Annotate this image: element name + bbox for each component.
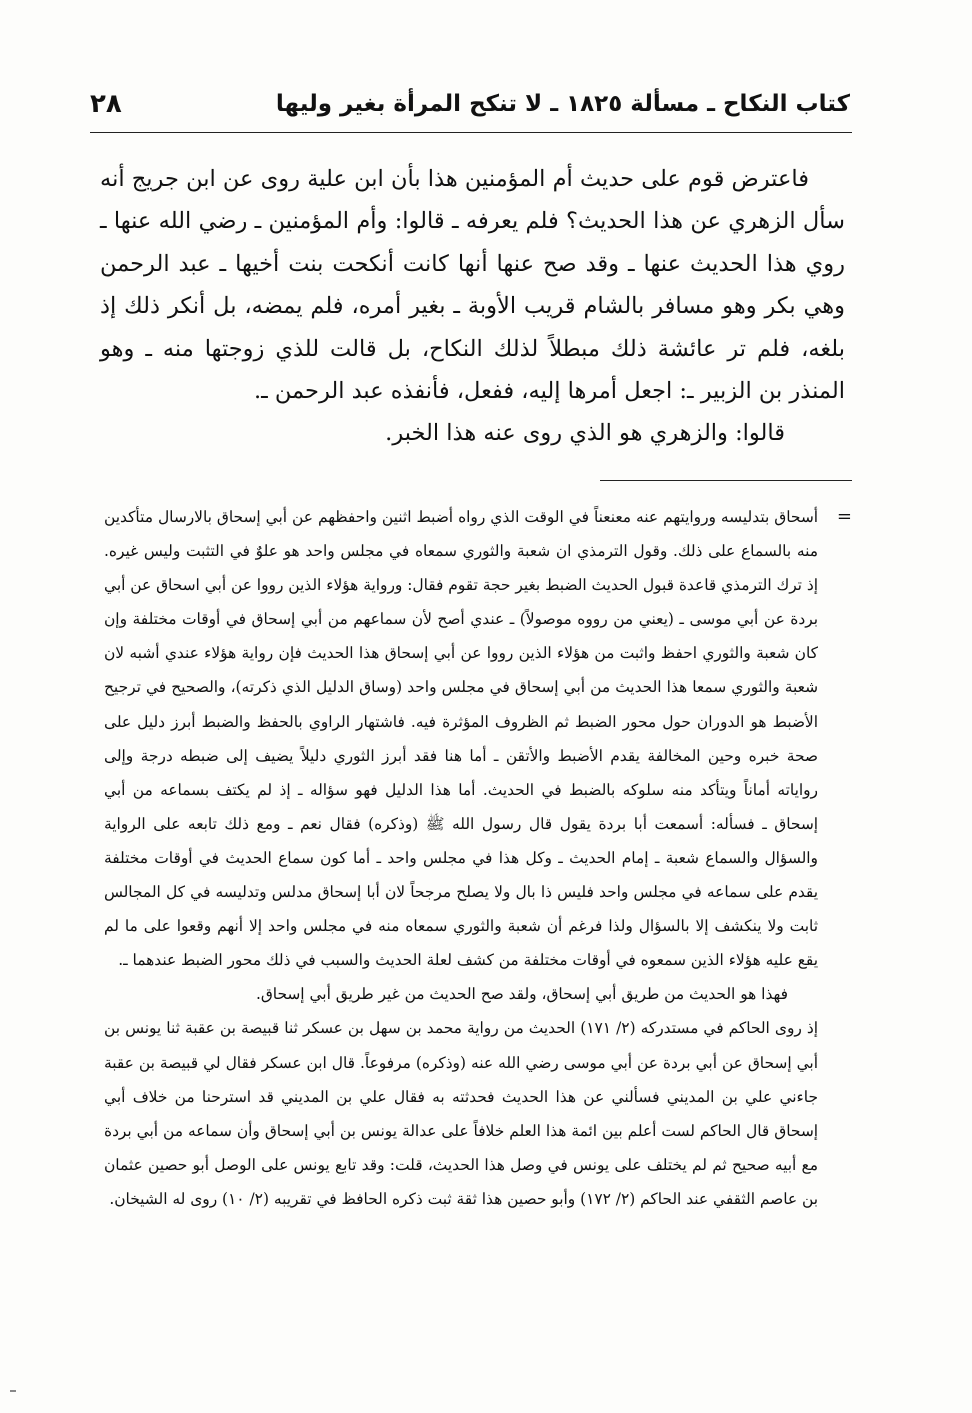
footnotes: [104, 500, 852, 1216]
footnote-text: أسحاق بتدليسه وروايتهم عنه معنعناً في الوقت الذي رواه أضبط اثنين واحفظهم عن أبي إسحاق بالارسال متأكدين منه بالسماع على ذلك. وقول الترمذي ان شعبة والثوري سمعاه في مجلس واحد هو علوٌ في التثبت وليس غيره. إذ ترك الترمذي قاعدة قبول الحديث الضبط بغير حجة تقوم فقال: ورواية هؤلاء الذين رووا عن أبي اسحاق عن أبي بردة عن أبي موسى ـ (يعني من رووه موصولاً) ـ عندي أصح لأن سماعهم من أبي إسحاق في أوقات مختلفة وإن كان شعبة والثوري احفظ واثبت من هؤلاء الذين رووا عن أبي إسحاق هذا الحديث فإن رواية هؤلاء عندي أشبه لان شعبة والثوري سمعا هذا الحديث من أبي إسحاق في مجلس واحد (وساق الدليل الذي ذكرته)، والصحيح في ترجيح الأضبط هو الدوران حول محور الضبط ثم الظروف المؤثرة فيه. فاشتهار الراوي بالحفظ والضبط أبرز دليل على صحة خبره وحين المخالفة يقدم الأضبط والأتقن ـ أما هنا فقد أبرز الثوري دليلاً يضيف إلى ضبطه درجة وإلى رواياته أماناً ويتأكد منه سلوكه بالضبط في الحديث. أما هذا الدليل فهو سؤاله ـ إذ لم يكتف بسماعه من أبي إسحاق ـ فسأله: أسمعت أبا بردة يقول قال رسول الله ﷺ (وذكره) فقال نعم ـ ومع ذلك تابعه على الرواية والسؤال والسماع شعبة ـ إمام الحديث ـ وكل هذا في مجلس واحد ـ أما كون سماع الحديث في أوقات مختلفة يقدم على سماعه في مجلس واحد فليس ذا بال ولا يصلح مرجحاً لان أبا إسحاق مدلس وتدليسه في كل المجالس ثابت ولا ينكشف إلا بالسؤال ولذا فرغم أن شعبة والثوري سمعاه منه في مجلس واحد إلا أنهم وقعوا على ما لم يقع عليه هؤلاء الذين سمعوه في أوقات مختلفة من كشف لعلة الحديث والسبب في ذلك محور الضبط عندهما ـ.: [104, 508, 818, 970]
main-paragraph: قالوا: والزهري هو الذي روى عنه هذا الخبر.: [385, 420, 785, 447]
continuation-mark: =: [836, 506, 852, 527]
footnote-divider: [600, 480, 852, 481]
scan-mark: [10, 1390, 16, 1392]
page-header: [90, 80, 850, 128]
header-divider: [90, 132, 852, 133]
main-body: [100, 158, 845, 455]
footnote-paragraph: إذ روى الحاكم في مستدركه (٢/ ١٧١) الحديث من رواية محمد بن سهل بن عسكر ثنا قبيصة بن عقبة ثنا يونس بن أبي إسحاق عن أبي بردة عن أبي موسى رضي الله عنه (وذكره) مرفوعاً. قال ابن عسكر فقال لي قبيصة بن عقبة جاءني علي بن المديني فسألني عن هذا الحديث فحدثته به فقال علي بن المديني قد استرحنا من خلاف أبي إسحاق قال الحاكم لست أعلم بين ائمة هذا العلم خلافاً على عدالة يونس بن أبي إسحاق وأن سماعه من أبي بردة مع أبيه صحيح ثم لم يختلف على يونس في وصل هذا الحديث، قلت: وقد تابع يونس على الوصل أبو حصين عثمان بن عاصم الثقفي عند الحاكم (٢/ ١٧٢) وأبو حصين هذا ثقة ثبت ذكره الحافظ في تقريبه (٢/ ١٠) روى له الشيخان.: [104, 1019, 819, 1208]
footnote-paragraph: فهذا هو الحديث من طريق أبي إسحاق، ولقد صح الحديث من غير طريق أبي إسحاق.: [255, 985, 788, 1004]
running-title: كتاب النكاح ـ مسألة ١٨٢٥ ـ لا تنكح المرأة بغير وليها: [275, 91, 850, 117]
footnote-paragraph: [104, 500, 852, 977]
page-number: ٢٨: [90, 89, 122, 119]
main-paragraph: فاعترض قوم على حديث أم المؤمنين هذا بأن ابن علية روى عن ابن جريج أنه سأل الزهري عن هذا الحديث؟ فلم يعرفه ـ قالوا: وأم المؤمنين ـ رضي الله عنها ـ روي هذا الحديث عنها ـ وقد صح عنها أنها كانت أنكحت بنت أخيها ـ عبد الرحمن وهي بكر وهو مسافر بالشام قريب الأوبة ـ بغير أمره، فلم يمضه، بل أنكر ذلك إذ بلغه، فلم تر عائشة ذلك مبطلاً لذلك النكاح، بل قالت للذي زوجتها منه ـ وهو المنذر بن الزبير ـ: اجعل أمرها إليه، ففعل، فأنفذه عبد الرحمن ـ.: [100, 166, 845, 405]
